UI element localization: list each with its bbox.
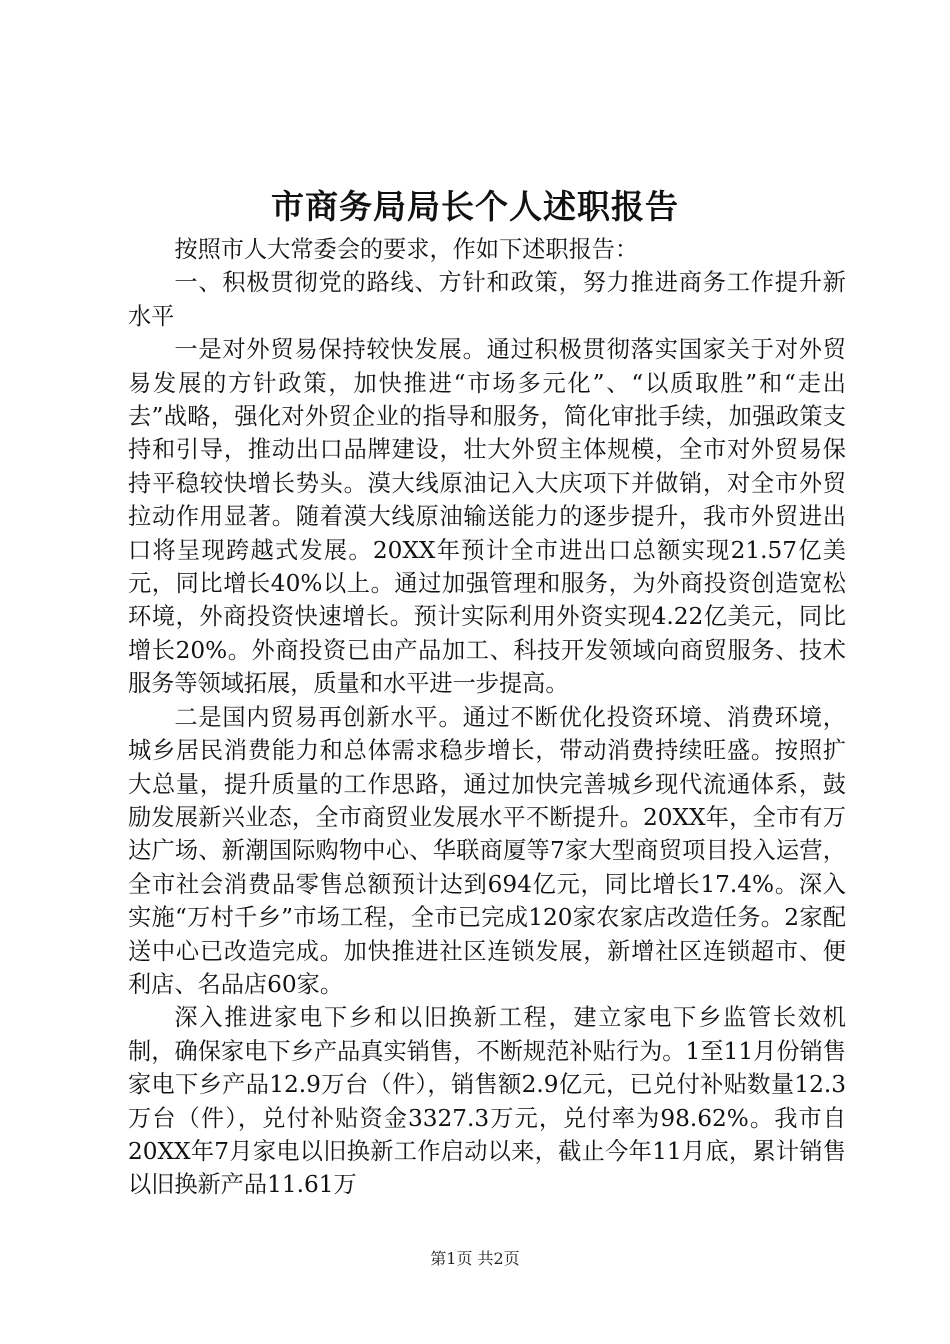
paragraph-appliances: 深入推进家电下乡和以旧换新工程，建立家电下乡监管长效机制，确保家电下乡产品真实销售，不断规范补贴行为。1至11月份销售家电下乡产品12.9万台（件），销售额2.9亿元，已兑付补贴数量12.3万台（件），兑付补贴资金3327.3万元，兑付率为98.62%。我市自20XX年7月家电以旧换新工作启动以来，截止今年11月底，累计销售以旧换新产品11.61万 [128, 1004, 846, 1199]
page-number-footer: 第1页 共2页 [430, 1249, 520, 1268]
paragraph-intro: 按照市人大常委会的要求，作如下述职报告： [174, 236, 639, 263]
paragraph-domestic-trade: 二是国内贸易再创新水平。通过不断优化投资环境、消费环境，城乡居民消费能力和总体需求稳步增长，带动消费持续旺盛。按照扩大总量，提升质量的工作思路，通过加快完善城乡现代流通体系，鼓励发展新兴业态，全市商贸业发展水平不断提升。20XX年，全市有万达广场、新潮国际购物中心、华联商厦等7家大型商贸项目投入运营，全市社会消费品零售总额预计达到694亿元，同比增长17.4%。深入实施“万村千乡”市场工程，全市已完成120家农家店改造任务。2家配送中心已改造完成。加快推进社区连锁发展，新增社区连锁超市、便利店、名品店60家。 [128, 703, 846, 998]
document-title: 市商务局局长个人述职报告 [271, 187, 679, 226]
document-body [128, 233, 846, 1202]
paragraph-foreign-trade: 一是对外贸易保持较快发展。通过积极贯彻落实国家关于对外贸易发展的方针政策，加快推进“市场多元化”、“以质取胜”和“走出去”战略，强化对外贸企业的指导和服务，简化审批手续，加强政策支持和引导，推动出口品牌建设，壮大外贸主体规模，全市对外贸易保持平稳较快增长势头。漠大线原油记入大庆项下并做销，对全市外贸拉动作用显著。随着漠大线原油输送能力的逐步提升，我市外贸进出口将呈现跨越式发展。20XX年预计全市进出口总额实现21.57亿美元，同比增长40%以上。通过加强管理和服务，为外商投资创造宽松环境，外商投资快速增长。预计实际利用外资实现4.22亿美元，同比增长20%。外商投资已由产品加工、科技开发领域向商贸服务、技术服务等领域拓展，质量和水平进一步提高。 [128, 336, 846, 698]
paragraph-section-heading: 一、积极贯彻党的路线、方针和政策，努力推进商务工作提升新水平 [128, 269, 846, 330]
